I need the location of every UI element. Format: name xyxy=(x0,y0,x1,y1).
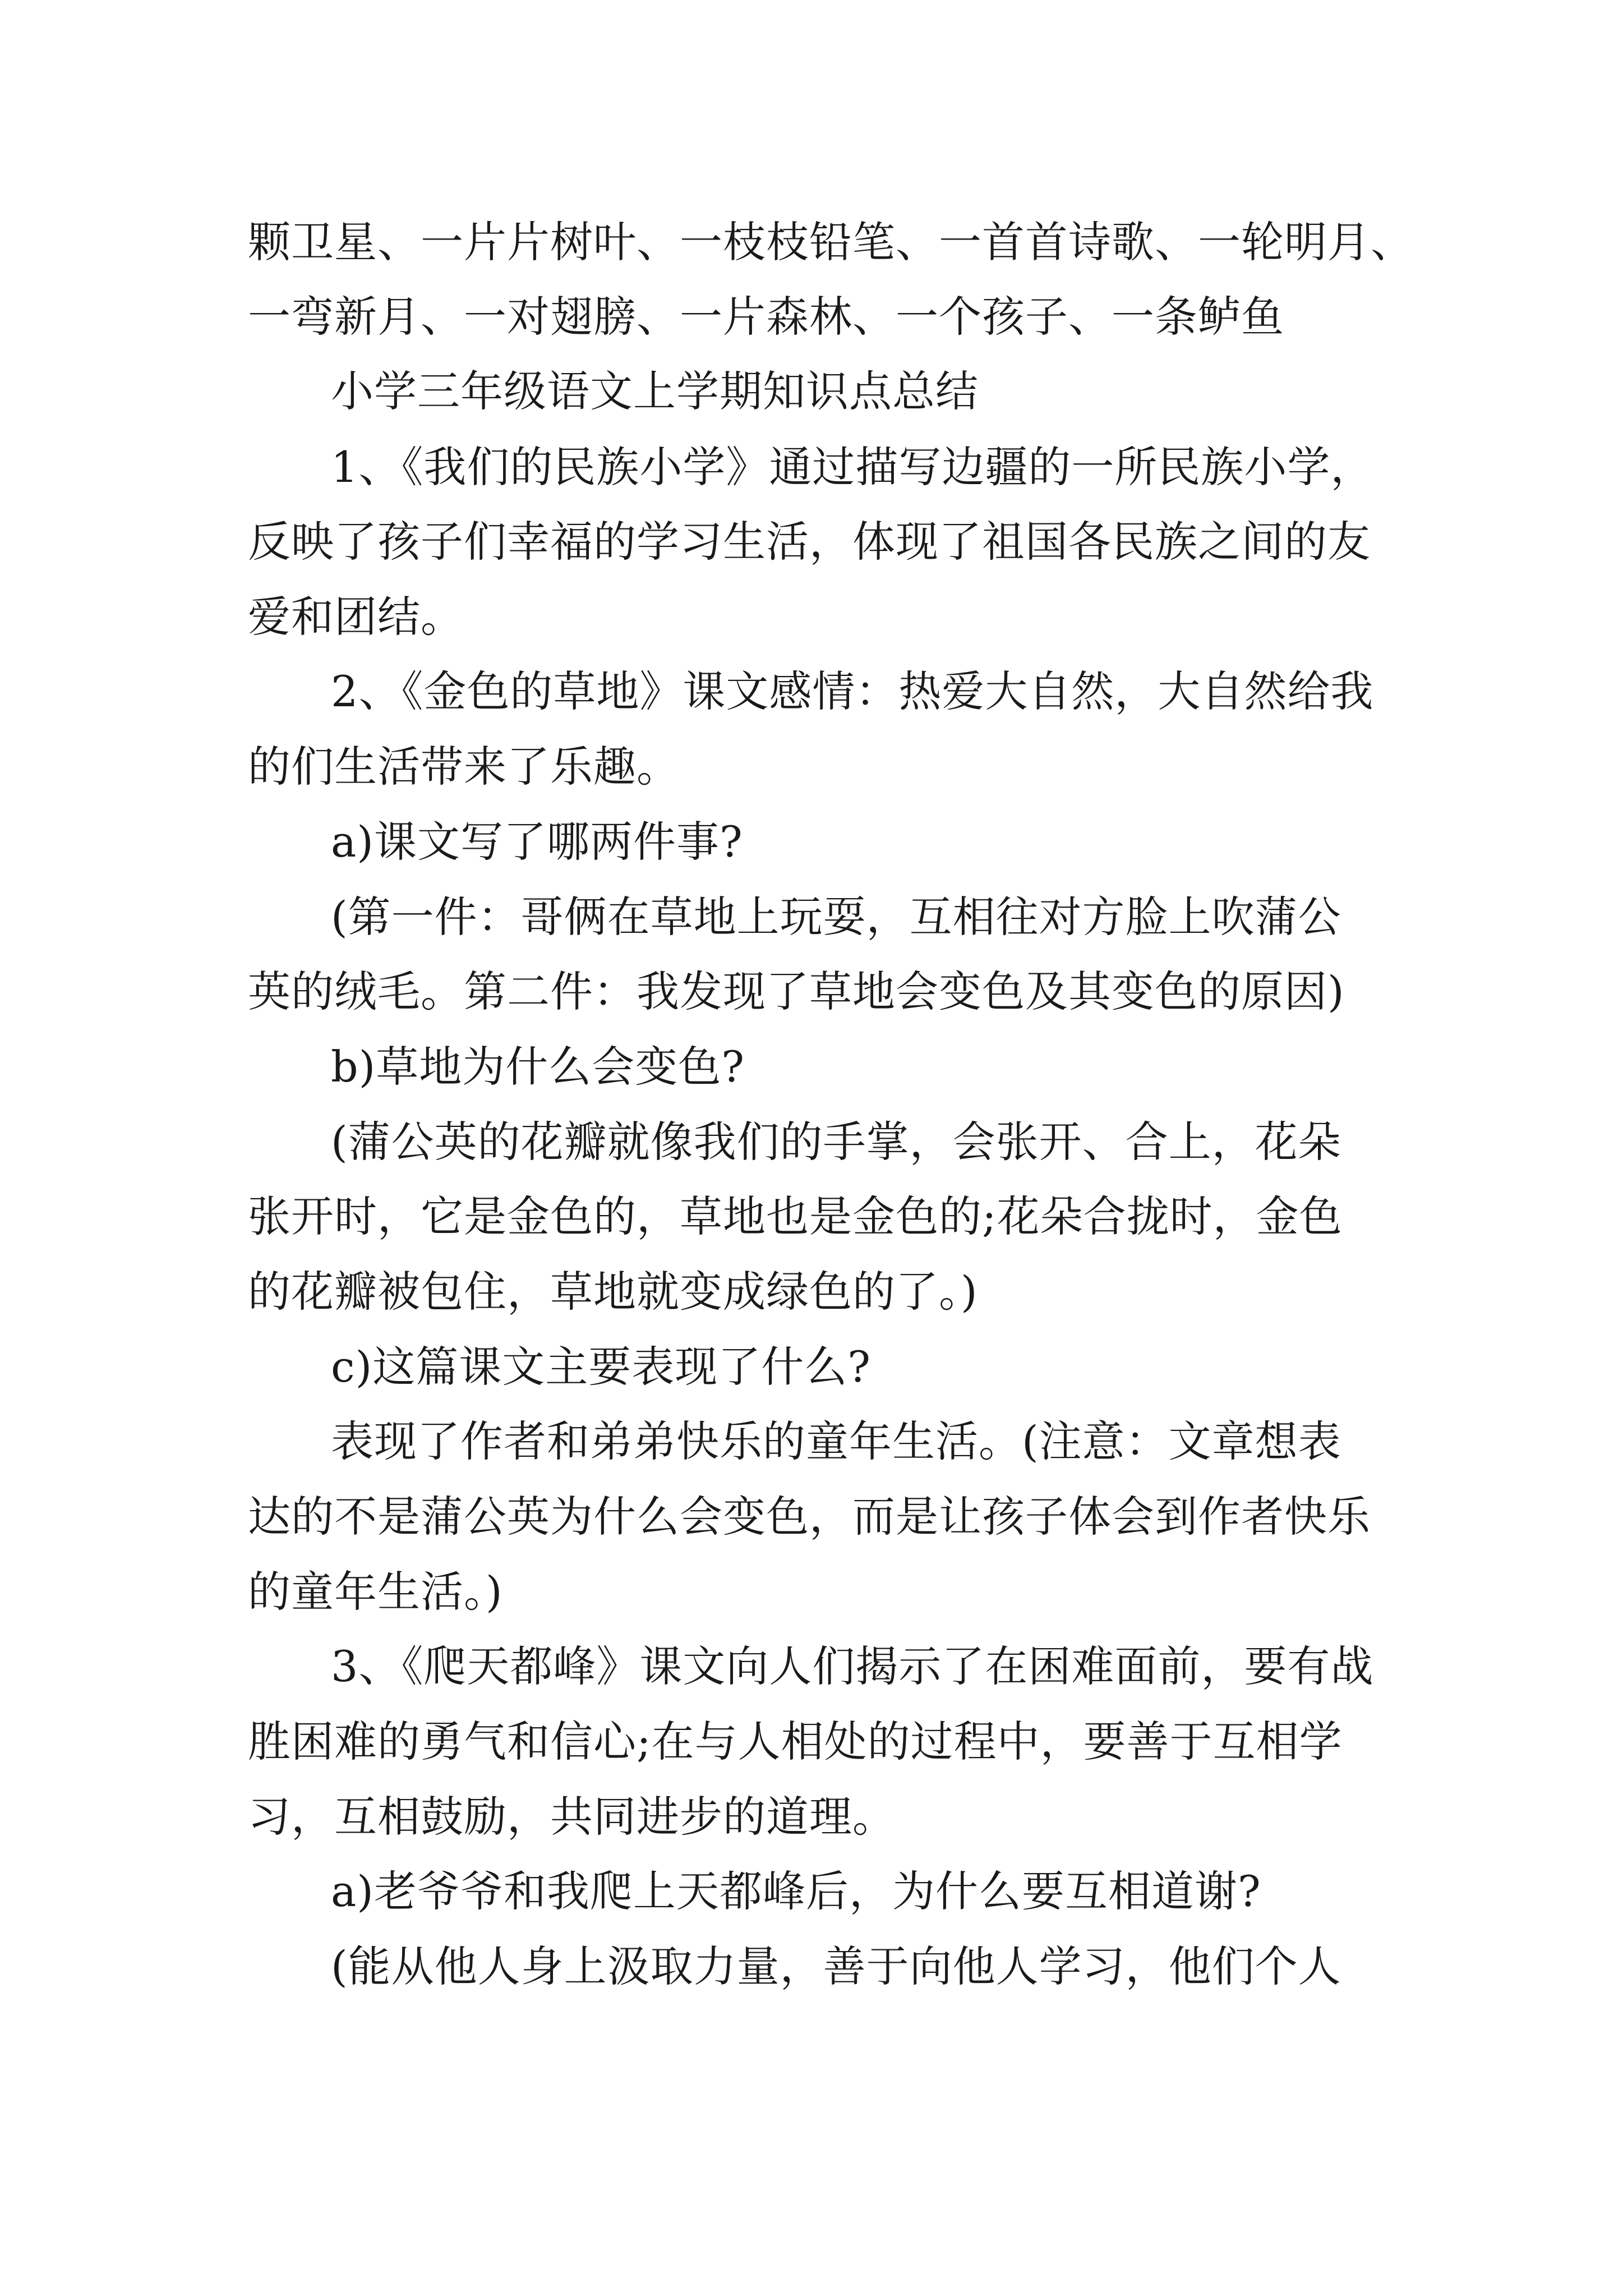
text-line: 习，互相鼓励，共同进步的道理。 xyxy=(248,1792,896,1842)
text-line: 2、《金色的草地》课文感情：热爱大自然，大自然给我 xyxy=(331,666,1374,716)
text-line: (第一件：哥俩在草地上玩耍，互相往对方脸上吹蒲公 xyxy=(331,892,1341,942)
text-line: 颗卫星、一片片树叶、一枝枝铅笔、一首首诗歌、一轮明月、 xyxy=(248,217,1414,267)
text-line: 胜困难的勇气和信心;在与人相处的过程中，要善于互相学 xyxy=(248,1717,1343,1766)
text-line: 1、《我们的民族小学》通过描写边疆的一所民族小学， xyxy=(331,442,1374,492)
text-line: 的们生活带来了乐趣。 xyxy=(248,742,680,792)
section-title: 小学三年级语文上学期知识点总结 xyxy=(331,366,979,416)
text-line: 表现了作者和弟弟快乐的童年生活。(注意：文章想表 xyxy=(331,1416,1341,1466)
text-line: 爱和团结。 xyxy=(248,592,464,642)
text-line: 3、《爬天都峰》课文向人们揭示了在困难面前，要有战 xyxy=(331,1641,1374,1691)
question-line: b)草地为什么会变色? xyxy=(331,1042,745,1092)
text-line: (蒲公英的花瓣就像我们的手掌，会张开、合上，花朵 xyxy=(331,1117,1341,1167)
question-line: a)课文写了哪两件事? xyxy=(331,817,743,867)
text-line: 反映了孩子们幸福的学习生活，体现了祖国各民族之间的友 xyxy=(248,517,1371,567)
text-line: 张开时，它是金色的，草地也是金色的;花朵合拢时，金色 xyxy=(248,1191,1343,1241)
text-line: 一弯新月、一对翅膀、一片森林、一个孩子、一条鲈鱼 xyxy=(248,292,1284,342)
text-line: 的童年生活。) xyxy=(248,1567,503,1617)
text-line: 达的不是蒲公英为什么会变色，而是让孩子体会到作者快乐 xyxy=(248,1492,1371,1542)
text-line: 的花瓣被包住，草地就变成绿色的了。) xyxy=(248,1267,978,1317)
text-line: (能从他人身上汲取力量，善于向他人学习，他们个人 xyxy=(331,1941,1341,1991)
text-line: 英的绒毛。第二件：我发现了草地会变色及其变色的原因) xyxy=(248,967,1345,1016)
question-line: a)老爷爷和我爬上天都峰后，为什么要互相道谢? xyxy=(331,1866,1261,1916)
question-line: c)这篇课文主要表现了什么? xyxy=(331,1342,871,1392)
